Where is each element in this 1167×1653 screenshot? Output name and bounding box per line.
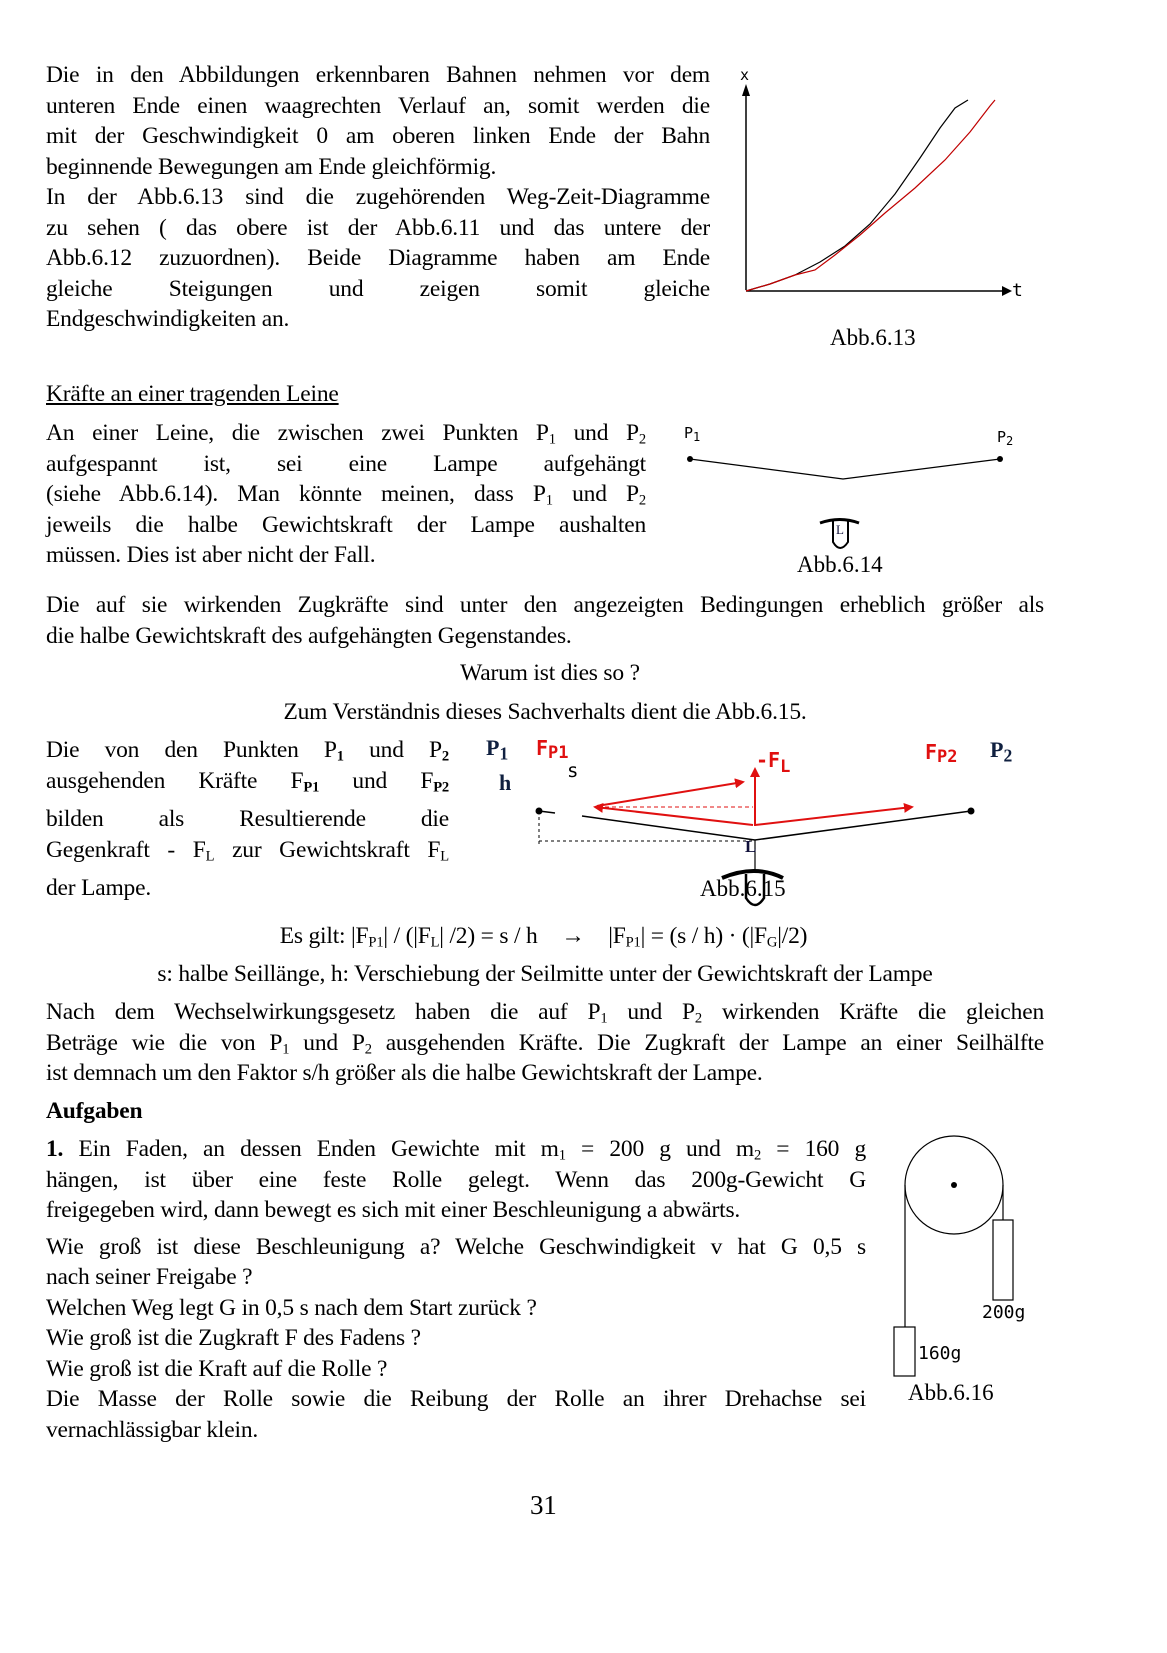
text-line: der Lampe. xyxy=(46,875,152,901)
hint-line: Zum Verständnis dieses Sachverhalts dient die Abb.6.15. xyxy=(283,699,807,725)
curve-lower xyxy=(746,100,995,291)
text-line: Abb.6.12 zuzuordnen). Beide Diagramme haben am Ende xyxy=(46,245,710,271)
figure-caption: Abb.6.16 xyxy=(908,1380,994,1405)
text-fragment: ausgehenden Kräfte F xyxy=(46,767,304,794)
question-line: Warum ist dies so ? xyxy=(460,660,640,686)
subscript: 1 xyxy=(499,743,509,764)
subscript: 2 xyxy=(441,748,449,765)
label-s: s xyxy=(567,760,579,782)
text-line: vernachlässigbar klein. xyxy=(46,1416,259,1443)
subscript: P1 xyxy=(303,779,320,796)
lamp-label: L xyxy=(836,522,844,537)
text-fragment: F xyxy=(925,740,938,764)
subscript: P2 xyxy=(433,779,450,796)
subscript: L xyxy=(205,848,215,865)
text-fragment: | = (s / h) · (|F xyxy=(640,923,767,949)
text-fragment: Ein Faden, an dessen Enden Gewichte mit m xyxy=(63,1136,559,1162)
figure-6-14 xyxy=(680,420,1040,550)
text-fragment: P xyxy=(990,737,1004,762)
subscript: 2 xyxy=(364,1041,372,1058)
figure-caption: Abb.6.15 xyxy=(700,876,786,901)
text-line: Wie groß ist diese Beschleunigung a? Welche Geschwindigkeit v hat G 0,5 s xyxy=(46,1233,866,1260)
section-paragraph xyxy=(46,418,646,571)
paragraph-3 xyxy=(46,997,1044,1089)
y-axis-arrow-icon xyxy=(742,84,750,96)
text-line: nach seiner Freigabe ? xyxy=(46,1264,253,1290)
label-p2 xyxy=(990,737,1013,766)
subscript: 1 xyxy=(600,1010,608,1027)
text-line: unteren Ende einen waagrechten Verlauf an, somit werden die xyxy=(46,92,710,119)
text-line: freigegeben wird, dann bewegt es sich mit einer Beschleunigung a abwärts. xyxy=(46,1197,741,1223)
text-fragment: An einer Leine, die zwischen zwei Punkten P xyxy=(46,420,549,446)
text-fragment: | / (|F xyxy=(383,923,431,949)
fig615-side-text xyxy=(46,735,449,904)
subscript: P1 xyxy=(625,934,641,951)
subscript: P1 xyxy=(548,743,569,763)
aufgaben-heading: Aufgaben xyxy=(46,1098,143,1124)
text-line xyxy=(46,766,449,797)
subscript: 1 xyxy=(548,431,556,448)
y-axis-label: x xyxy=(740,66,750,84)
text-fragment: wirkenden Kräfte die gleichen xyxy=(701,999,1044,1025)
text-line: In der Abb.6.13 sind die zugehörenden Weg-Zeit-Diagramme xyxy=(46,184,710,210)
text-fragment: Die von den Punkten P xyxy=(46,737,337,763)
text-fragment: und P xyxy=(289,1029,365,1056)
section-heading: Kräfte an einer tragenden Leine xyxy=(46,381,339,407)
text-fragment: -F xyxy=(756,748,781,772)
label-p1 xyxy=(486,735,509,764)
text-fragment: zur Gewichtskraft F xyxy=(214,836,441,863)
subscript: 1 xyxy=(282,1041,290,1058)
text-fragment: und P xyxy=(343,737,442,763)
label-160g: 160g xyxy=(918,1343,962,1364)
figure-caption: Abb.6.13 xyxy=(830,325,916,350)
weight-160g xyxy=(894,1327,915,1376)
label-200g: 200g xyxy=(982,1302,1026,1323)
legend-line: s: halbe Seillänge, h: Verschiebung der Seilmitte unter der Gewichtskraft der Lampe xyxy=(157,961,933,987)
subscript: L xyxy=(430,934,440,951)
subscript: 1 xyxy=(545,492,553,509)
text-line: bilden als Resultierende die xyxy=(46,806,449,832)
text-fragment: P xyxy=(997,428,1007,446)
parallelogram-top xyxy=(597,782,743,806)
text-fragment: |/2) xyxy=(777,923,808,949)
label-fp1 xyxy=(536,736,569,763)
subscript: 1 xyxy=(693,430,701,444)
text-line: Wie groß ist die Zugkraft F des Fadens ? xyxy=(46,1325,421,1351)
subscript: G xyxy=(766,934,778,951)
subscript: 2 xyxy=(638,431,647,448)
rope xyxy=(690,459,1000,479)
text-line: beginnende Bewegungen am Ende gleichförmig. xyxy=(46,153,497,180)
text-fragment: und F xyxy=(319,767,434,794)
text-line xyxy=(46,835,449,866)
figure-caption: Abb.6.14 xyxy=(797,552,883,577)
label-p2 xyxy=(997,428,1013,446)
label-fp2 xyxy=(925,740,958,767)
label-h: h xyxy=(499,770,512,795)
force-fp1-arrow xyxy=(595,807,753,825)
text-line: mit der Geschwindigkeit 0 am oberen linken Ende der Bahn xyxy=(46,123,710,149)
text-fragment: (siehe Abb.6.14). Man könnte meinen, dass P xyxy=(46,481,546,507)
subscript: 2 xyxy=(1006,434,1014,448)
page-number: 31 xyxy=(530,1490,557,1520)
figure-6-16 xyxy=(890,1130,1070,1380)
section-paragraph-2 xyxy=(46,590,1044,651)
text-fragment: Nach dem Wechselwirkungsgesetz haben die auf P xyxy=(46,999,601,1025)
text-fragment: und P xyxy=(555,420,639,446)
arrow-icon: → xyxy=(561,923,585,949)
text-line: Die in den Abbildungen erkennbaren Bahnen nehmen vor dem xyxy=(46,62,710,88)
subscript: 1 xyxy=(336,748,344,765)
subscript: P1 xyxy=(368,934,384,951)
text-fragment: und P xyxy=(552,481,639,507)
text-fragment: P xyxy=(486,735,500,760)
text-line: müssen. Dies ist aber nicht der Fall. xyxy=(46,542,376,568)
text-line xyxy=(46,418,646,449)
text-fragment: und P xyxy=(607,999,695,1025)
subscript: L xyxy=(780,757,791,777)
curve-upper xyxy=(746,100,968,291)
text-line: jeweils die halbe Gewichtskraft der Lampe aushalten xyxy=(46,511,646,538)
task-1 xyxy=(46,1134,866,1445)
text-fragment: F xyxy=(536,736,549,760)
x-axis-arrow-icon xyxy=(1002,286,1012,296)
subscript: 2 xyxy=(1003,745,1013,766)
weight-200g xyxy=(993,1220,1013,1300)
text-line: zu sehen ( das obere ist der Abb.6.11 und das untere der xyxy=(46,214,710,241)
subscript: 2 xyxy=(753,1147,762,1164)
subscript: L xyxy=(440,848,449,865)
text-fragment: | /2) = s / h xyxy=(439,923,538,949)
text-line xyxy=(46,1028,1044,1059)
text-line xyxy=(46,735,449,766)
formula xyxy=(0,921,1087,952)
text-fragment: |F xyxy=(608,923,626,949)
text-line xyxy=(46,1134,866,1165)
text-line: gleiche Steigungen und zeigen somit gleiche xyxy=(46,275,710,302)
x-axis-label: t xyxy=(1012,280,1023,301)
text-line: Die Masse der Rolle sowie die Reibung der Rolle an ihrer Drehachse sei xyxy=(46,1386,866,1412)
text-line: aufgespannt ist, sei eine Lampe aufgehängt xyxy=(46,450,646,477)
text-fragment: ausgehenden Kräfte. Die Zugkraft der Lampe an einer Seilhälfte xyxy=(371,1029,1045,1056)
intro-paragraph xyxy=(46,60,710,335)
text-fragment: Es gilt: |F xyxy=(279,923,369,949)
text-line: hängen, ist über eine feste Rolle gelegt. Wenn das 200g-Gewicht G xyxy=(46,1166,866,1193)
text-fragment: P xyxy=(684,424,694,442)
text-line: Welchen Weg legt G in 0,5 s nach dem Start zurück ? xyxy=(46,1294,537,1321)
pulley-axle xyxy=(951,1182,957,1188)
text-fragment: Gegenkraft - F xyxy=(46,836,206,863)
text-line: Die auf sie wirkenden Zugkräfte sind unter den angezeigten Bedingungen erheblich größer als xyxy=(46,592,1044,618)
subscript: 2 xyxy=(694,1010,702,1027)
text-line xyxy=(46,997,1044,1028)
task-number: 1. xyxy=(46,1136,64,1162)
text-fragment: = 160 g xyxy=(761,1136,867,1162)
text-line: die halbe Gewichtskraft des aufgehängten Gegenstandes. xyxy=(46,622,572,649)
lamp-label: L xyxy=(745,837,757,856)
text-line xyxy=(46,479,646,510)
subscript: 2 xyxy=(638,492,646,509)
subscript: 1 xyxy=(558,1147,566,1164)
text-fragment: = 200 g und m xyxy=(565,1136,754,1162)
rope xyxy=(582,811,971,840)
figure-6-13 xyxy=(740,70,1040,310)
text-line: Wie groß ist die Kraft auf die Rolle ? xyxy=(46,1355,388,1382)
text-line: Endgeschwindigkeiten an. xyxy=(46,306,290,332)
text-fragment: Beträge wie die von P xyxy=(46,1029,283,1056)
force-arrows xyxy=(595,769,912,826)
text-line: ist demnach um den Faktor s/h größer als die halbe Gewichtskraft der Lampe. xyxy=(46,1060,763,1086)
label-p1 xyxy=(684,424,700,442)
subscript: P2 xyxy=(937,747,958,767)
label-minus-fl xyxy=(756,748,790,777)
